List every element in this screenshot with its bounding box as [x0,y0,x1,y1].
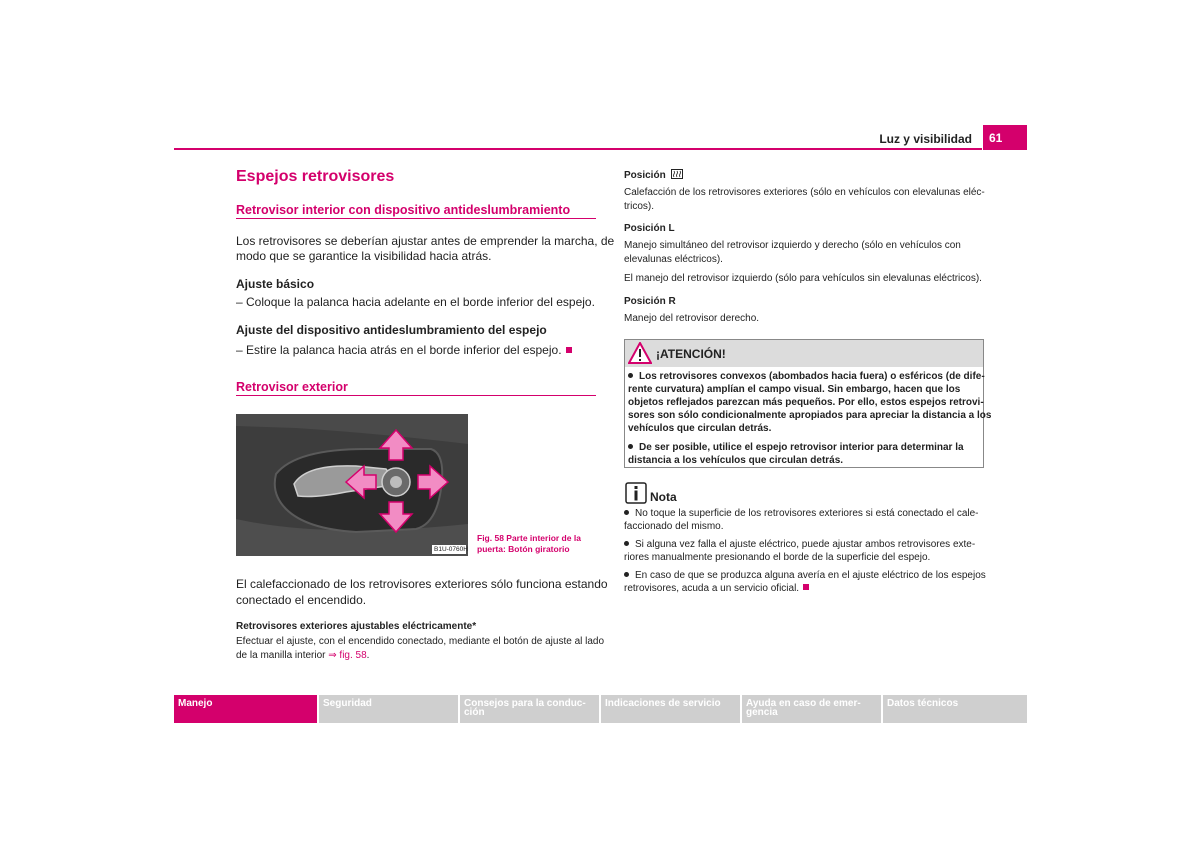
note-title: Nota [650,490,677,504]
interior-intro-line-1: Los retrovisores se deberían ajustar antes de emprender la marcha, de [236,234,615,248]
position-l-heading: Posición L [624,223,675,234]
heating-text-line-1: El calefaccionado de los retrovisores exteriores sólo funciona estando [236,577,608,591]
basic-adjust-step: – Coloque la palanca hacia adelante en el borde inferior del espejo. [236,295,595,309]
warning-item-2-line-2: distancia a los vehículos que circulan detrás. [628,455,844,466]
running-header: Luz y visibilidad [879,132,972,146]
position-r-text: Manejo del retrovisor derecho. [624,313,760,324]
warning-item-1-line-3: objetos reflejados parezcan más pequeños. Por ello, estos espejos retrovi- [628,397,984,408]
electric-text-part: de la manilla interior [236,650,329,661]
bullet-icon [624,510,629,515]
figure-reference-link[interactable]: ⇒ fig. 58 [328,650,367,661]
page-title: Espejos retrovisores [236,168,395,185]
note-item-3-text-end: retrovisores, acuda a un servicio oficial. [624,583,800,594]
door-handle-figure [236,414,468,556]
bullet-icon [624,541,629,546]
figure-code: B1U-0760H [434,546,468,553]
bullet-icon [628,444,633,449]
tab-label-line-2: gencia [746,707,778,718]
tab-datos-tecnicos[interactable] [883,695,1027,723]
position-heating-text-2: tricos). [624,201,654,212]
note-item-1-text: No toque la superficie de los retrovisores exteriores si está conectado el cale- [635,508,979,519]
note-item-3-line-2 [624,582,809,596]
position-l-text-1: Manejo simultáneo del retrovisor izquierdo y derecho (sólo en vehículos con [624,240,961,251]
anti-glare-step-row [236,342,572,358]
tab-label: Seguridad [323,698,372,709]
anti-glare-heading: Ajuste del dispositivo antideslumbramiento del espejo [236,323,547,337]
electric-mirrors-heading: Retrovisores exteriores ajustables eléctricamente* [236,621,477,632]
info-note-icon [625,482,647,504]
electric-text-line-2 [236,649,369,663]
header-rule [174,148,982,150]
position-l-text-2: elevalunas eléctricos). [624,254,723,265]
note-item-1-line-1 [624,507,979,521]
warning-item-2-line-1 [628,441,964,454]
figure-caption-line-1: Fig. 58 Parte interior de la [477,533,581,543]
bullet-icon [624,572,629,577]
position-heating-heading: Posición [624,170,666,181]
figure-caption-line-2: puerta: Botón giratorio [477,544,570,554]
page-number: 61 [983,125,1027,150]
note-item-2-line-2: riores manualmente presionando el borde de la superficie del espejo. [624,552,931,563]
electric-text-line-1: Efectuar el ajuste, con el encendido conectado, mediante el botón de ajuste al lado [236,636,605,647]
note-item-1-line-2: faccionado del mismo. [624,521,724,532]
position-l-text-3: El manejo del retrovisor izquierdo (sólo para vehículos sin elevalunas eléctricos). [624,273,982,284]
tab-label-line-2: ción [464,707,485,718]
basic-adjust-heading: Ajuste básico [236,277,315,291]
end-marker-icon [566,347,572,353]
tab-label-line-1: Consejos para la conduc- [464,698,586,709]
figure-caption [477,533,595,555]
note-item-2-line-1 [624,538,975,552]
interior-mirror-heading: Retrovisor interior con dispositivo antideslumbramiento [236,203,571,217]
door-handle-illustration [236,414,468,556]
tab-label-line-1: Ayuda en caso de emer- [746,698,861,709]
bullet-icon [628,373,633,378]
warning-item-1-line-4: sores son sólo condicionalmente apropiados para apreciar la distancia a los [628,410,992,421]
tab-label: Manejo [178,698,213,709]
warning-title: ¡ATENCIÓN! [656,347,726,361]
warning-item-1-line-2: rente curvatura) amplían el campo visual. Sin embargo, hacen que los [628,384,961,395]
note-item-3-text: En caso de que se produzca alguna avería en el ajuste eléctrico de los espejos [635,570,986,581]
tab-label: Datos técnicos [887,698,959,709]
exterior-mirror-heading: Retrovisor exterior [236,380,348,394]
end-marker-icon [803,584,809,590]
interior-intro-line-2: modo que se garantice la visibilidad hacia atrás. [236,249,492,263]
anti-glare-step: – Estire la palanca hacia atrás en el borde inferior del espejo. [236,343,562,357]
note-item-2-text: Si alguna vez falla el ajuste eléctrico, puede ajustar ambos retrovisores exte- [635,539,976,550]
position-heating-text-1: Calefacción de los retrovisores exteriores (sólo en vehículos con elevalunas eléc- [624,187,985,198]
electric-text-end: . [366,650,370,661]
heading-rule [236,395,596,396]
position-r-heading: Posición R [624,296,676,307]
warning-item-1-line-1 [628,370,985,383]
warning-item-1-text: Los retrovisores convexos (abombados hacia fuera) o esféricos (de dife- [639,371,985,382]
note-item-3-line-1 [624,569,986,583]
tab-indicaciones-servicio[interactable] [601,695,740,723]
tab-label: Indicaciones de servicio [605,698,721,709]
tab-seguridad[interactable] [319,695,458,723]
position-heating-heading-row [624,169,683,181]
heading-rule [236,218,596,219]
tab-consejos-conduccion[interactable] [460,695,599,723]
mirror-heating-icon [671,169,683,179]
warning-item-1-line-5: vehículos que circulan detrás. [628,423,772,434]
warning-triangle-icon [628,342,652,364]
heating-text-line-2: conectado el encendido. [236,593,367,607]
warning-item-2-text: De ser posible, utilice el espejo retrovisor interior para determinar la [639,442,964,453]
tab-ayuda-emergencia[interactable] [742,695,881,723]
tab-manejo[interactable] [174,695,317,723]
